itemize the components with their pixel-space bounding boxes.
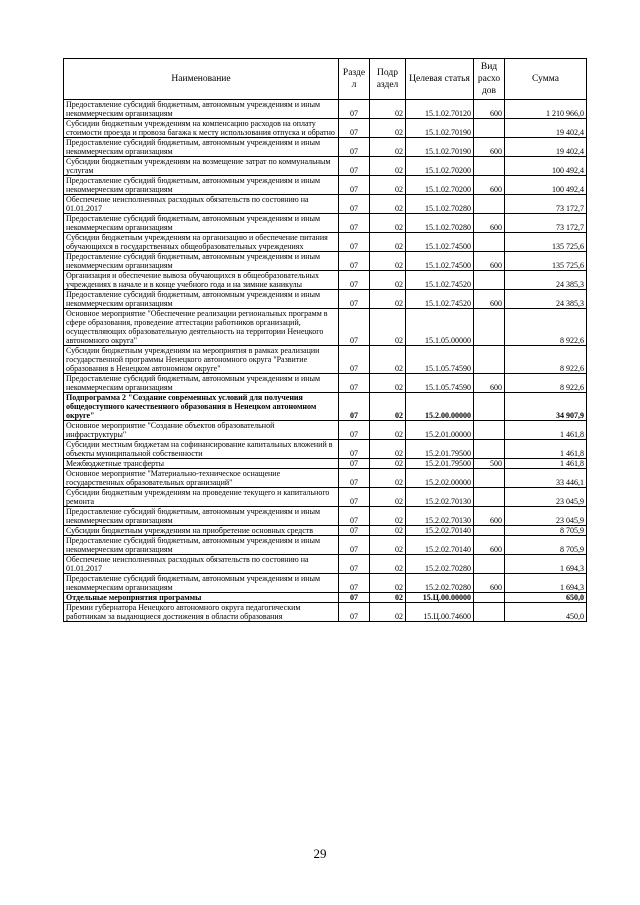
- cell-sum: 19 402,4: [505, 138, 587, 157]
- cell-type: 600: [474, 138, 505, 157]
- cell-name: Подпрограмма 2 "Создание современных условий для получения общедоступного качественного образования в Ненецком автономном округе": [64, 393, 339, 421]
- cell-subsection: 02: [370, 346, 406, 374]
- cell-subsection: 02: [370, 421, 406, 440]
- header-subsection: Подр аздел: [370, 59, 406, 100]
- cell-sum: 23 045,9: [505, 488, 587, 507]
- cell-section: 07: [339, 195, 370, 214]
- cell-target: 15.2.02.70140: [406, 536, 474, 555]
- cell-sum: 135 725,6: [505, 233, 587, 252]
- cell-sum: 1 461,8: [505, 421, 587, 440]
- cell-name: Субсидии бюджетным учреждениям на проведение текущего и капитального ремонта: [64, 488, 339, 507]
- table-row: [64, 459, 587, 469]
- table-row: [64, 214, 587, 233]
- cell-sum: 1 461,8: [505, 459, 587, 469]
- cell-sum: 33 446,1: [505, 469, 587, 488]
- table-row: [64, 555, 587, 574]
- table-row: [64, 574, 587, 593]
- cell-sum: 8 705,9: [505, 526, 587, 536]
- cell-section: 07: [339, 459, 370, 469]
- cell-name: Межбюджетные трансферты: [64, 459, 339, 469]
- cell-target: 15.Ц.00.00000: [406, 593, 474, 603]
- cell-sum: 1 694,3: [505, 574, 587, 593]
- header-target: Целевая статья: [406, 59, 474, 100]
- cell-name: Основное мероприятие "Создание объектов образовательной инфраструктуры": [64, 421, 339, 440]
- cell-type: 600: [474, 290, 505, 309]
- table-row: [64, 138, 587, 157]
- cell-name: Обеспечение неисполненных расходных обязательств по состоянию на 01.01.2017: [64, 555, 339, 574]
- cell-sum: 8 922,6: [505, 374, 587, 393]
- table-row: [64, 440, 587, 459]
- cell-target: 15.2.02.70280: [406, 555, 474, 574]
- cell-sum: 1 694,3: [505, 555, 587, 574]
- table-row: [64, 536, 587, 555]
- cell-subsection: 02: [370, 233, 406, 252]
- cell-sum: 450,0: [505, 603, 587, 622]
- table-row: [64, 469, 587, 488]
- cell-target: 15.1.02.70200: [406, 157, 474, 176]
- cell-subsection: 02: [370, 195, 406, 214]
- cell-section: 07: [339, 374, 370, 393]
- cell-type: 600: [474, 574, 505, 593]
- cell-type: 600: [474, 374, 505, 393]
- page-number: 29: [313, 846, 327, 861]
- cell-target: 15.2.02.70140: [406, 526, 474, 536]
- cell-subsection: 02: [370, 374, 406, 393]
- cell-section: 07: [339, 252, 370, 271]
- cell-sum: 100 492,4: [505, 176, 587, 195]
- cell-subsection: 02: [370, 214, 406, 233]
- cell-subsection: 02: [370, 574, 406, 593]
- cell-type: [474, 119, 505, 138]
- cell-name: Предоставление субсидий бюджетным, автономным учреждениям и иным некоммерческим организациям: [64, 214, 339, 233]
- table-row: [64, 374, 587, 393]
- cell-name: Основное мероприятие "Обеспечение реализации региональных программ в сфере образования, проведение аттестации работников организаций, осуществляющих образовательную деятельность на территории Ненецкого автономного округа": [64, 309, 339, 346]
- cell-sum: 24 385,3: [505, 290, 587, 309]
- cell-subsection: 02: [370, 603, 406, 622]
- table-row: [64, 233, 587, 252]
- cell-sum: 8 922,6: [505, 346, 587, 374]
- cell-section: 07: [339, 555, 370, 574]
- cell-section: 07: [339, 393, 370, 421]
- table-row: [64, 176, 587, 195]
- cell-sum: 1 461,8: [505, 440, 587, 459]
- cell-type: [474, 555, 505, 574]
- cell-type: 600: [474, 536, 505, 555]
- cell-target: 15.2.01.00000: [406, 421, 474, 440]
- header-name: Наименование: [64, 59, 339, 100]
- cell-type: [474, 526, 505, 536]
- cell-name: Предоставление субсидий бюджетным, автономным учреждениям и иным некоммерческим организациям: [64, 252, 339, 271]
- cell-name: Организация и обеспечение вывоза обучающихся в общеобразовательных учреждениях в начале и в конце учебного года и на зимние каникулы: [64, 271, 339, 290]
- cell-type: [474, 488, 505, 507]
- cell-subsection: 02: [370, 290, 406, 309]
- cell-section: 07: [339, 119, 370, 138]
- cell-name: Субсидии местным бюджетам на софинансирование капитальных вложений в объекты муниципальной собственности: [64, 440, 339, 459]
- cell-type: [474, 440, 505, 459]
- cell-target: 15.1.02.70190: [406, 119, 474, 138]
- cell-name: Отдельные мероприятия программы: [64, 593, 339, 603]
- cell-sum: 100 492,4: [505, 157, 587, 176]
- cell-name: Субсидии бюджетным учреждениям на приобретение основных средств: [64, 526, 339, 536]
- cell-target: 15.1.02.70190: [406, 138, 474, 157]
- cell-type: 600: [474, 100, 505, 119]
- table-row: [64, 488, 587, 507]
- cell-sum: 24 385,3: [505, 271, 587, 290]
- cell-section: 07: [339, 233, 370, 252]
- cell-target: 15.1.05.74590: [406, 374, 474, 393]
- cell-name: Основное мероприятие "Материально-техническое оснащение государственных образовательных организаций": [64, 469, 339, 488]
- cell-section: 07: [339, 176, 370, 195]
- cell-subsection: 02: [370, 469, 406, 488]
- cell-target: 15.1.02.70120: [406, 100, 474, 119]
- budget-table: [63, 58, 587, 622]
- cell-type: [474, 469, 505, 488]
- header-sum: Сумма: [505, 59, 587, 100]
- cell-subsection: 02: [370, 593, 406, 603]
- cell-type: 600: [474, 252, 505, 271]
- cell-section: 07: [339, 593, 370, 603]
- cell-sum: 8 922,6: [505, 309, 587, 346]
- cell-target: 15.Ц.00.74600: [406, 603, 474, 622]
- table-row: [64, 593, 587, 603]
- cell-name: Предоставление субсидий бюджетным, автономным учреждениям и иным некоммерческим организациям: [64, 100, 339, 119]
- table-row: [64, 252, 587, 271]
- cell-type: 600: [474, 176, 505, 195]
- cell-target: 15.2.02.70280: [406, 574, 474, 593]
- cell-section: 07: [339, 309, 370, 346]
- cell-subsection: 02: [370, 252, 406, 271]
- cell-type: [474, 157, 505, 176]
- table-row: [64, 119, 587, 138]
- cell-type: [474, 346, 505, 374]
- cell-subsection: 02: [370, 459, 406, 469]
- cell-name: Обеспечение неисполненных расходных обязательств по состоянию на 01.01.2017: [64, 195, 339, 214]
- cell-subsection: 02: [370, 138, 406, 157]
- cell-target: 15.1.05.00000: [406, 309, 474, 346]
- cell-target: 15.2.01.79500: [406, 440, 474, 459]
- cell-target: 15.1.02.70200: [406, 176, 474, 195]
- cell-section: 07: [339, 290, 370, 309]
- table-row: [64, 393, 587, 421]
- cell-target: 15.1.02.74520: [406, 271, 474, 290]
- cell-subsection: 02: [370, 555, 406, 574]
- table-row: [64, 195, 587, 214]
- cell-sum: 135 725,6: [505, 252, 587, 271]
- cell-section: 07: [339, 603, 370, 622]
- cell-name: Премии губернатора Ненецкого автономного округа педагогическим работникам за выдающиеся достижения в области образования: [64, 603, 339, 622]
- cell-subsection: 02: [370, 507, 406, 526]
- cell-section: 07: [339, 440, 370, 459]
- cell-type: [474, 393, 505, 421]
- cell-type: [474, 309, 505, 346]
- cell-target: 15.1.05.74590: [406, 346, 474, 374]
- table-row: [64, 309, 587, 346]
- cell-type: [474, 603, 505, 622]
- cell-section: 07: [339, 346, 370, 374]
- header-section: Разде л: [339, 59, 370, 100]
- cell-name: Предоставление субсидий бюджетным, автономным учреждениям и иным некоммерческим организациям: [64, 507, 339, 526]
- cell-target: 15.1.02.70280: [406, 214, 474, 233]
- header-type: Вид расхо дов: [474, 59, 505, 100]
- table-row: [64, 271, 587, 290]
- cell-type: [474, 233, 505, 252]
- cell-type: [474, 271, 505, 290]
- cell-section: 07: [339, 574, 370, 593]
- table-row: [64, 157, 587, 176]
- cell-section: 07: [339, 469, 370, 488]
- cell-name: Субсидии бюджетным учреждениям на возмещение затрат по коммунальным услугам: [64, 157, 339, 176]
- cell-type: 600: [474, 507, 505, 526]
- cell-sum: 1 210 966,0: [505, 100, 587, 119]
- cell-sum: 8 705,9: [505, 536, 587, 555]
- table-row: [64, 100, 587, 119]
- cell-target: 15.2.00.00000: [406, 393, 474, 421]
- cell-name: Субсидии бюджетным учреждениям на организацию и обеспечение питания обучающихся в государственных общеобразовательных учреждениях: [64, 233, 339, 252]
- cell-target: 15.2.02.00000: [406, 469, 474, 488]
- cell-sum: 19 402,4: [505, 119, 587, 138]
- table-header-row: [64, 59, 587, 100]
- cell-section: 07: [339, 526, 370, 536]
- cell-section: 07: [339, 138, 370, 157]
- cell-subsection: 02: [370, 271, 406, 290]
- cell-name: Предоставление субсидий бюджетным, автономным учреждениям и иным некоммерческим организациям: [64, 176, 339, 195]
- cell-name: Предоставление субсидий бюджетным, автономным учреждениям и иным некоммерческим организациям: [64, 574, 339, 593]
- cell-subsection: 02: [370, 176, 406, 195]
- cell-type: 500: [474, 459, 505, 469]
- cell-target: 15.2.02.70130: [406, 507, 474, 526]
- cell-subsection: 02: [370, 309, 406, 346]
- cell-target: 15.1.02.74500: [406, 233, 474, 252]
- cell-subsection: 02: [370, 440, 406, 459]
- cell-name: Предоставление субсидий бюджетным, автономным учреждениям и иным некоммерческим организациям: [64, 290, 339, 309]
- cell-sum: 73 172,7: [505, 195, 587, 214]
- cell-type: [474, 421, 505, 440]
- table-body: [64, 100, 587, 622]
- cell-type: 600: [474, 214, 505, 233]
- cell-subsection: 02: [370, 488, 406, 507]
- cell-type: [474, 593, 505, 603]
- cell-sum: 34 907,9: [505, 393, 587, 421]
- cell-sum: 650,0: [505, 593, 587, 603]
- cell-section: 07: [339, 488, 370, 507]
- cell-section: 07: [339, 271, 370, 290]
- cell-name: Предоставление субсидий бюджетным, автономным учреждениям и иным некоммерческим организациям: [64, 536, 339, 555]
- cell-subsection: 02: [370, 393, 406, 421]
- cell-section: 07: [339, 536, 370, 555]
- cell-target: 15.2.02.70130: [406, 488, 474, 507]
- cell-section: 07: [339, 507, 370, 526]
- cell-sum: 73 172,7: [505, 214, 587, 233]
- cell-section: 07: [339, 157, 370, 176]
- cell-section: 07: [339, 100, 370, 119]
- cell-subsection: 02: [370, 100, 406, 119]
- cell-name: Субсидии бюджетным учреждениям на компенсацию расходов на оплату стоимости проезда и провоза багажа к месту использования отпуска и обратно: [64, 119, 339, 138]
- cell-target: 15.2.01.79500: [406, 459, 474, 469]
- cell-name: Предоставление субсидий бюджетным, автономным учреждениям и иным некоммерческим организациям: [64, 138, 339, 157]
- cell-subsection: 02: [370, 119, 406, 138]
- cell-name: Субсидии бюджетным учреждениям на мероприятия в рамках реализации государственной программы Ненецкого автономного округа "Развитие образования в Ненецком автономном округе": [64, 346, 339, 374]
- cell-type: [474, 195, 505, 214]
- table-row: [64, 526, 587, 536]
- table-row: [64, 603, 587, 622]
- cell-subsection: 02: [370, 536, 406, 555]
- cell-subsection: 02: [370, 526, 406, 536]
- cell-section: 07: [339, 421, 370, 440]
- table-row: [64, 507, 587, 526]
- table-row: [64, 346, 587, 374]
- cell-target: 15.1.02.74500: [406, 252, 474, 271]
- table-row: [64, 290, 587, 309]
- cell-name: Предоставление субсидий бюджетным, автономным учреждениям и иным некоммерческим организациям: [64, 374, 339, 393]
- cell-sum: 23 045,9: [505, 507, 587, 526]
- cell-section: 07: [339, 214, 370, 233]
- cell-target: 15.1.02.74520: [406, 290, 474, 309]
- cell-target: 15.1.02.70280: [406, 195, 474, 214]
- cell-subsection: 02: [370, 157, 406, 176]
- table-row: [64, 421, 587, 440]
